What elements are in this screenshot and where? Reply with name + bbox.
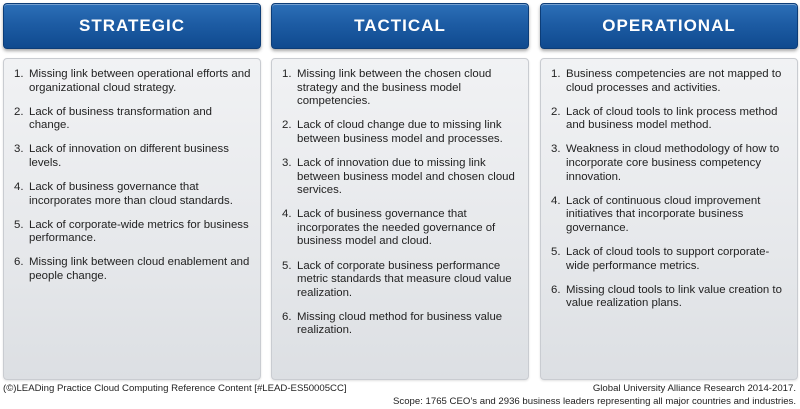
item-text: Lack of business transformation and change.	[29, 105, 212, 132]
item-number: 5.	[14, 218, 24, 231]
item-text: Missing link between operational efforts and organizational cloud strategy.	[29, 68, 251, 94]
item-text: Lack of cloud tools to link process method and business model method.	[566, 105, 778, 132]
copyright-note: (©)LEADing Practice Cloud Computing Reference Content [#LEAD-ES50005CC]	[3, 383, 347, 394]
column-title: STRATEGIC	[79, 16, 185, 35]
item-number: 6.	[282, 310, 292, 323]
item-text: Missing cloud tools to link value creation to value realization plans.	[566, 283, 782, 310]
item-text: Lack of corporate-wide metrics for business performance.	[29, 218, 249, 245]
list-item	[282, 311, 520, 338]
item-number: 3.	[551, 143, 561, 156]
column-body-tactical	[271, 58, 529, 380]
list-item	[551, 246, 789, 273]
research-scope: Scope: 1765 CEO’s and 2936 business leaders representing all major countries and industries.	[393, 395, 796, 407]
list-item	[14, 256, 252, 283]
item-text: Lack of continuous cloud improvement initiatives that incorporate business governance.	[566, 194, 761, 234]
list-item	[14, 106, 252, 133]
item-number: 2.	[551, 105, 561, 118]
list-item	[551, 143, 789, 184]
column-strategic	[3, 3, 261, 380]
issue-list	[282, 68, 520, 338]
list-item	[14, 181, 252, 208]
list-item	[282, 208, 520, 249]
list-item	[551, 195, 789, 236]
column-header-operational	[540, 3, 798, 49]
item-text: Lack of cloud change due to missing link between business model and processes.	[297, 119, 503, 145]
item-number: 5.	[551, 245, 561, 258]
item-text: Missing link between cloud enablement and people change.	[29, 256, 250, 283]
issue-list	[14, 68, 252, 284]
item-number: 6.	[551, 283, 561, 296]
list-item	[14, 143, 252, 170]
column-operational	[540, 3, 798, 380]
item-number: 6.	[14, 256, 24, 269]
item-number: 2.	[282, 119, 292, 132]
list-item	[14, 68, 252, 95]
issue-list	[551, 68, 789, 311]
list-item	[551, 284, 789, 311]
column-title: OPERATIONAL	[602, 16, 736, 35]
list-item	[282, 260, 520, 301]
item-number: 2.	[14, 105, 24, 118]
item-text: Lack of innovation on different business levels.	[29, 143, 229, 169]
item-text: Lack of business governance that incorporates the needed governance of business model and cloud.	[297, 208, 496, 248]
item-text: Business competencies are not mapped to cloud processes and activities.	[566, 68, 782, 94]
column-tactical	[271, 3, 529, 380]
item-number: 1.	[14, 68, 24, 80]
item-number: 5.	[282, 259, 292, 272]
list-item	[282, 119, 520, 146]
list-item	[282, 68, 520, 109]
list-item	[282, 157, 520, 198]
item-number: 4.	[282, 208, 292, 221]
column-title: TACTICAL	[354, 16, 446, 35]
item-text: Lack of innovation due to missing link between business model and chosen cloud services.	[297, 156, 515, 197]
item-text: Missing link between the chosen cloud strategy and the business model competencies.	[297, 68, 492, 108]
list-item	[14, 219, 252, 246]
item-number: 4.	[14, 181, 24, 194]
column-header-strategic	[3, 3, 261, 49]
item-number: 3.	[282, 156, 292, 169]
item-text: Weakness in cloud methodology of how to incorporate core business competency innovation.	[566, 143, 780, 183]
column-body-strategic	[3, 58, 261, 380]
research-scope-note	[393, 383, 796, 408]
column-body-operational	[540, 58, 798, 380]
research-source: Global University Alliance Research 2014-2017.	[592, 383, 796, 394]
item-number: 3.	[14, 143, 24, 156]
item-number: 1.	[282, 68, 292, 80]
item-text: Lack of corporate business performance metric standards that measure cloud value realization.	[297, 259, 512, 299]
column-header-tactical	[271, 3, 529, 49]
item-number: 4.	[551, 194, 561, 207]
list-item	[551, 68, 789, 95]
item-text: Lack of cloud tools to support corporate-wide performance metrics.	[566, 245, 770, 272]
item-text: Lack of business governance that incorporates more than cloud standards.	[29, 181, 233, 207]
item-text: Missing cloud method for business value realization.	[297, 310, 503, 337]
list-item	[551, 106, 789, 133]
item-number: 1.	[551, 68, 561, 80]
